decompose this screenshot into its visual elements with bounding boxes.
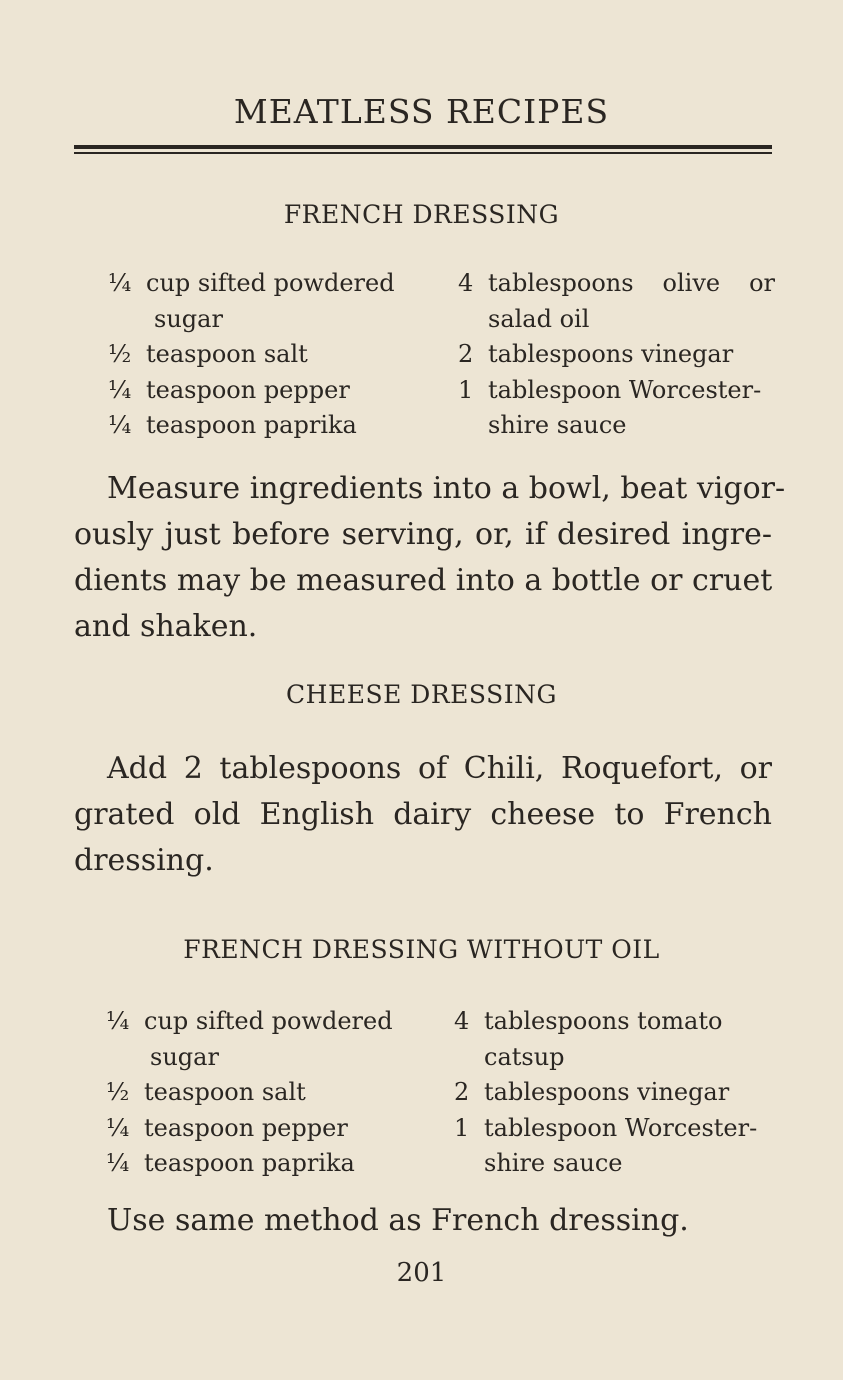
- directions-line: Use same method as French dressing.: [107, 1203, 689, 1238]
- ingredient-text: salad oil: [488, 304, 590, 333]
- ingredient-text: teaspoon paprika: [144, 1149, 355, 1177]
- ingredient-quantity: ¼: [106, 1007, 130, 1035]
- ingredient-quantity: 2: [458, 340, 474, 368]
- ingredient-text: tablespoon Worcester-: [488, 375, 762, 404]
- ingredient-text: teaspoon paprika: [146, 411, 357, 439]
- directions-line: dressing.: [74, 843, 214, 878]
- ingredient-line: [458, 373, 778, 409]
- ingredient-line: [454, 1004, 774, 1040]
- page-number: 201: [396, 1258, 447, 1288]
- ingredient-text: cup sifted powdered: [146, 269, 395, 297]
- directions-line: ously just before serving, or, if desired ingre-: [74, 517, 772, 552]
- ingredient-line: [106, 1004, 436, 1040]
- ingredient-list-right: [454, 1004, 774, 1182]
- directions-line: dients may be measured into a bottle or cruet: [74, 563, 773, 598]
- ingredient-line: [106, 1040, 436, 1076]
- ingredient-list-right: [458, 266, 778, 444]
- directions-line: and shaken.: [74, 609, 258, 644]
- ingredient-text: teaspoon pepper: [146, 375, 350, 404]
- ingredient-line: [106, 1111, 436, 1147]
- recipe-heading-french-dressing-without-oil: FRENCH DRESSING WITHOUT OIL: [183, 935, 660, 964]
- directions-line: grated old English dairy cheese to French: [74, 797, 772, 832]
- ingredient-list-left: [108, 266, 438, 444]
- ingredient-line: [106, 1146, 436, 1182]
- ingredient-line: [458, 408, 778, 444]
- ingredient-text: sugar: [150, 1042, 219, 1071]
- ingredient-line: [106, 1075, 436, 1111]
- ingredient-quantity: 2: [454, 1078, 470, 1106]
- ingredient-text: tablespoons vinegar: [488, 340, 734, 368]
- directions-paragraph: [74, 1198, 772, 1244]
- ingredient-line: [108, 266, 438, 302]
- ingredient-line: [454, 1075, 774, 1111]
- ingredient-quantity: ½: [108, 340, 132, 368]
- directions-paragraph: [74, 746, 772, 884]
- ingredient-quantity: ¼: [106, 1113, 130, 1142]
- ingredient-text: teaspoon salt: [146, 340, 308, 368]
- ingredient-quantity: ½: [106, 1078, 130, 1106]
- ingredient-text: sugar: [154, 304, 223, 333]
- ingredient-quantity: ¼: [108, 269, 132, 297]
- ingredient-text: tablespoons vinegar: [484, 1078, 730, 1106]
- ingredient-line: [458, 337, 778, 373]
- ingredient-line: [454, 1040, 774, 1076]
- ingredient-text: shire sauce: [488, 411, 627, 439]
- ingredient-quantity: ¼: [108, 375, 132, 404]
- ingredient-line: [108, 302, 438, 338]
- ingredient-quantity: 4: [454, 1007, 470, 1035]
- ingredient-text: tablespoons olive or: [488, 269, 775, 297]
- ingredient-quantity: ¼: [106, 1149, 130, 1177]
- ingredient-line: [108, 408, 438, 444]
- recipe-heading-cheese-dressing: CHEESE DRESSING: [286, 680, 557, 709]
- directions-paragraph: [74, 466, 786, 650]
- header-rule-thin: [74, 152, 772, 154]
- ingredient-line: [458, 266, 778, 302]
- directions-line: Add 2 tablespoons of Chili, Roquefort, or: [107, 751, 772, 786]
- ingredient-text: shire sauce: [484, 1149, 623, 1177]
- ingredient-quantity: 1: [458, 375, 474, 404]
- ingredient-text: catsup: [484, 1042, 565, 1071]
- ingredient-text: teaspoon salt: [144, 1078, 306, 1106]
- ingredient-text: teaspoon pepper: [144, 1113, 348, 1142]
- ingredient-quantity: 4: [458, 269, 474, 297]
- ingredient-line: [458, 302, 778, 338]
- ingredient-line: [108, 373, 438, 409]
- ingredient-text: tablespoon Worcester-: [484, 1113, 758, 1142]
- running-head: MEATLESS RECIPES: [233, 92, 610, 131]
- ingredient-text: cup sifted powdered: [144, 1007, 393, 1035]
- ingredient-list-left: [106, 1004, 436, 1182]
- recipe-heading-french-dressing: FRENCH DRESSING: [283, 200, 560, 229]
- ingredient-quantity: ¼: [108, 411, 132, 439]
- ingredient-line: [454, 1146, 774, 1182]
- ingredient-text: tablespoons tomato: [484, 1007, 723, 1035]
- header-rule-thick: [74, 145, 772, 149]
- ingredient-line: [454, 1111, 774, 1147]
- ingredient-line: [108, 337, 438, 373]
- directions-line: Measure ingredients into a bowl, beat vigor-: [107, 471, 786, 506]
- ingredient-quantity: 1: [454, 1113, 470, 1142]
